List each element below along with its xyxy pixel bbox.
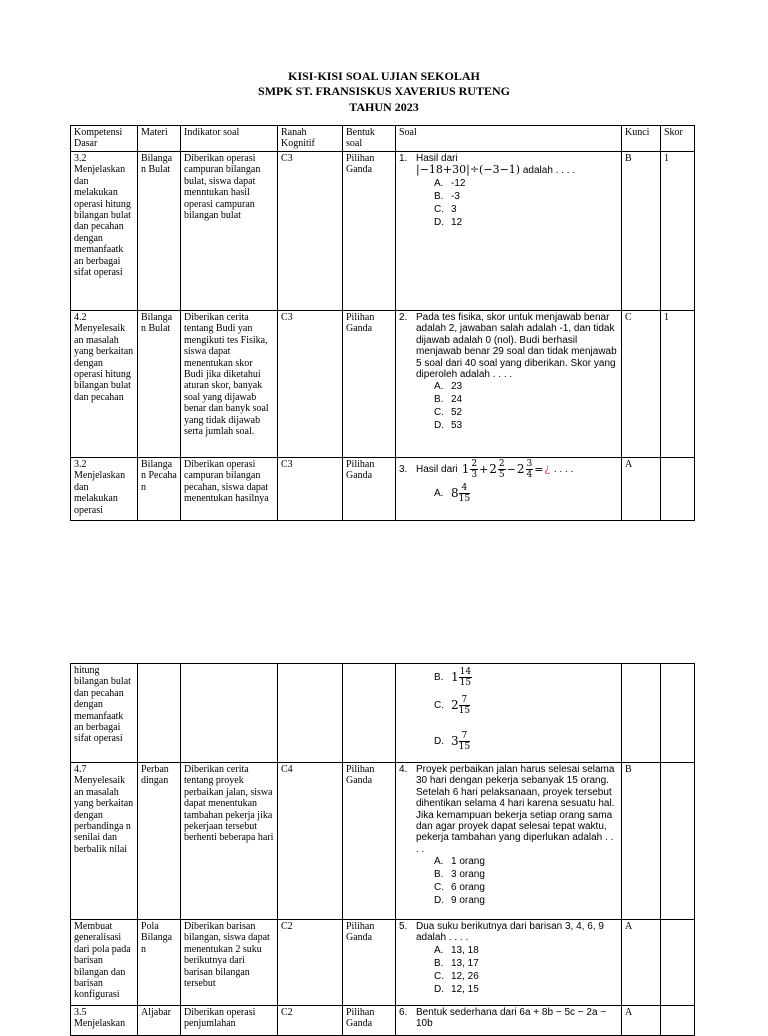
option: B. -3 <box>434 190 460 202</box>
option: B. 3 orang <box>434 869 485 881</box>
option: D. 12, 15 <box>434 983 479 995</box>
ranah-cell: C3 <box>278 152 343 311</box>
materi-cell: Aljabar <box>138 1006 181 1036</box>
kunci-cell: C <box>622 311 661 458</box>
option: B. 1 $\frac{14}{15}$ <box>434 667 472 688</box>
bentuk-cell: Pilihan Ganda <box>343 763 396 920</box>
table-row <box>71 311 695 458</box>
materi-cell: Bilanga n Bulat <box>138 152 181 311</box>
indikator-cell: Diberikan barisan bilangan, siswa dapat menentukan 2 suku berikutnya dari barisan bilangan tersebut <box>181 920 278 1006</box>
kd-cell: 4.7 Menyelesaik an masalah yang berkaitan dengan perbandinga n senilai dan berbalik nilai <box>71 763 138 920</box>
kd-cell: 3.2 Menjelaskan dan melakukan operasi hitung bilangan bulat dan pecahan dengan memanfaatk an berbagai sifat operasi <box>71 152 138 311</box>
options-list <box>399 855 618 907</box>
col-ranah: Ranah Kognitif <box>278 126 343 152</box>
question-text: Bentuk sederhana dari 6a + 8b − 5c − 2a − 10b <box>416 1007 607 1030</box>
soal-cell <box>396 920 622 1006</box>
ranah-cell: C4 <box>278 763 343 920</box>
kunci-cell: A <box>622 458 661 521</box>
soal-cell <box>396 458 622 521</box>
option: A. 8 $\frac{4}{15}$ <box>434 483 471 504</box>
question-text: Pada tes fisika, skor untuk menjawab benar adalah 2, jawaban salah adalah -1, dan tidak dijawab adalah 0 (nol). Budi berhasil menjawab benar 29 soal dan tidak menjawab 5 soal dari 40 soal yang diberikan. Skor yang diperoleh adalah . . . . <box>416 312 617 381</box>
table-row <box>71 458 695 521</box>
col-kd: Kompetensi Dasar <box>71 126 138 152</box>
bentuk-cell: Pilihan Ganda <box>343 311 396 458</box>
question-2: 2. Pada tes fisika, skor untuk menjawab benar adalah 2, jawaban salah adalah -1, dan tidak dijawab adalah 0 (nol). Budi berhasil menjawab benar 29 soal dan tidak menjawab 5 soal dari 40 soal yang diberikan. Skor yang diperoleh adalah . . . . <box>399 312 617 381</box>
kisi-table-page2 <box>70 663 695 1036</box>
skor-cell <box>661 1006 695 1036</box>
kunci-cell: A <box>622 920 661 1006</box>
materi-cell: Bilanga n Pecaha n <box>138 458 181 521</box>
materi-cell: Perban dingan <box>138 763 181 920</box>
doc-title: KISI-KISI SOAL UJIAN SEKOLAH <box>288 69 480 83</box>
skor-cell <box>661 763 695 920</box>
question-mark-glyph: ¿ <box>544 463 550 475</box>
doc-year: TAHUN 2023 <box>349 100 419 114</box>
options-list <box>399 380 618 432</box>
option: C. 6 orang <box>434 882 485 894</box>
question-text: Hasil dari <box>416 153 458 164</box>
soal-cell <box>396 1006 622 1036</box>
col-bentuk: Bentuk soal <box>343 126 396 152</box>
question-text: Hasil dari <box>416 463 458 475</box>
option: C. 52 <box>434 407 463 419</box>
kunci-cell: B <box>622 763 661 920</box>
question-text: Dua suku berikutnya dari barisan 3, 4, 6, 9 adalah . . . . <box>416 921 604 944</box>
school-name: SMPK ST. FRANSISKUS XAVERIUS RUTENG <box>258 84 510 98</box>
soal-cell <box>396 311 622 458</box>
col-materi: Materi <box>138 126 181 152</box>
indikator-cell: Diberikan operasi campuran bilangan pecahan, siswa dapat menentukan hasilnya <box>181 458 278 521</box>
bentuk-cell: Pilihan Ganda <box>343 920 396 1006</box>
kd-cell: 4.2 Menyelesaik an masalah yang berkaitan dengan operasi hitung bilangan bulat dan pecahan <box>71 311 138 458</box>
option: B. 13, 17 <box>434 957 479 969</box>
indikator-cell: Diberikan operasi penjumlahan <box>181 1006 278 1036</box>
col-skor: Skor <box>661 126 695 152</box>
skor-cell <box>661 458 695 521</box>
question-suffix: adalah . . . . <box>522 165 576 177</box>
kd-cell: 3.2 Menjelaskan dan melakukan operasi <box>71 458 138 521</box>
materi-cell: Pola Bilanga n <box>138 920 181 1006</box>
materi-cell: Bilanga n Bulat <box>138 311 181 458</box>
option: D. 53 <box>434 420 463 432</box>
soal-cell <box>396 152 622 311</box>
table-row <box>71 1006 695 1036</box>
indikator-cell: Diberikan cerita tentang Budi yan mengikuti tes Fisika, siswa dapat menentukan skor Budi jika diketahui aturan skor, banyak soal yang dijawab benar dan banyk soal yang tidak dijawab serta jumlah soal. <box>181 311 278 458</box>
question-3: 3. Hasil dari 1 $\frac{2}{3}$ + 2 $\frac{2}{5}$ − 2 $\frac{3}{4}$ = ¿ . . . . <box>399 459 574 480</box>
bentuk-cell: Pilihan Ganda <box>343 1006 396 1036</box>
option: D. 12 <box>434 216 463 228</box>
bentuk-cell: Pilihan Ganda <box>343 152 396 311</box>
table-row <box>71 664 695 763</box>
ranah-cell: C3 <box>278 311 343 458</box>
skor-cell: 1 <box>661 152 695 311</box>
bentuk-cell: Pilihan Ganda <box>343 458 396 521</box>
option: C. 2 $\frac{7}{15}$ <box>434 695 471 716</box>
indikator-cell: Diberikan operasi campuran bilangan bulat, siswa dapat menntukan hasil operasi campuran bilangan bulat <box>181 152 278 311</box>
soal-cell <box>396 763 622 920</box>
question-6: 6. Bentuk sederhana dari 6a + 8b − 5c − 2a − 10b <box>399 1007 618 1030</box>
ranah-cell: C3 <box>278 458 343 521</box>
ranah-cell: C2 <box>278 920 343 1006</box>
table-row <box>71 152 695 311</box>
kd-cell: hitung bilangan bulat dan pecahan dengan memanfaatk an berbagai sifat operasi <box>71 664 138 763</box>
option: A. 13, 18 <box>434 944 479 956</box>
question-text: Proyek perbaikan jalan harus selesai selama 30 hari dengan pekerja sebanyak 15 orang. Setelah 6 hari pelaksanaan, proyek tersebut dihentikan selama 4 hari karena sesuatu hal. Jika kemampuan bekerja setiap orang sama dan agar proyek dapat selesai tepat waktu, pekerja tambahan yang diperlukan adalah . . . . <box>416 764 615 855</box>
option: D. 9 orang <box>434 895 485 907</box>
col-kunci: Kunci <box>622 126 661 152</box>
soal-cell <box>396 664 622 763</box>
col-soal: Soal <box>396 126 622 152</box>
indikator-cell: Diberikan cerita tentang proyek perbaikan jalan, siswa dapat menentukan tambahan pekerja jika pekerjaan tersebut berhenti beberapa hari <box>181 763 278 920</box>
option: D. 3 $\frac{7}{15}$ <box>434 731 471 752</box>
table-row <box>71 920 695 1006</box>
fraction: $\frac{3}{4}$ <box>526 459 533 480</box>
question-4: 4. Proyek perbaikan jalan harus selesai selama 30 hari dengan pekerja sebanyak 15 orang. Setelah 6 hari pelaksanaan, proyek tersebut dihentikan selama 4 hari karena sesuatu hal. Jika kemampuan bekerja setiap orang sama dan agar proyek dapat selesai tepat waktu, pekerja tambahan yang diperlukan adalah . . . . <box>399 764 618 855</box>
option: C. 12, 26 <box>434 970 479 982</box>
header-row <box>71 126 695 152</box>
option: A. 23 <box>434 381 463 393</box>
options-list <box>399 944 618 996</box>
table-row <box>71 763 695 920</box>
fraction: $\frac{2}{5}$ <box>498 459 505 480</box>
skor-cell: 1 <box>661 311 695 458</box>
question-5: 5. Dua suku berikutnya dari barisan 3, 4, 6, 9 adalah . . . . <box>399 921 618 944</box>
options-list <box>399 177 618 229</box>
question-1: 1. Hasil dari |−18+30|÷(−3−1) adalah . . . . <box>399 153 576 177</box>
kunci-cell: A <box>622 1006 661 1036</box>
option: A. -12 <box>434 177 466 189</box>
option: C. 3 <box>434 203 457 215</box>
col-indikator: Indikator soal <box>181 126 278 152</box>
kisi-table-page1 <box>70 125 695 521</box>
kd-cell: 3.5 Menjelaskan <box>71 1006 138 1036</box>
option: B. 24 <box>434 394 463 406</box>
kd-cell: Membuat generalisasi dari pola pada barisan bilangan dan barisan konfigurasi <box>71 920 138 1006</box>
kunci-cell: B <box>622 152 661 311</box>
ranah-cell: C2 <box>278 1006 343 1036</box>
math-expression: |−18+30|÷(−3−1) <box>416 163 521 177</box>
skor-cell <box>661 920 695 1006</box>
fraction: $\frac{2}{3}$ <box>471 459 478 480</box>
option: A. 1 orang <box>434 856 485 868</box>
